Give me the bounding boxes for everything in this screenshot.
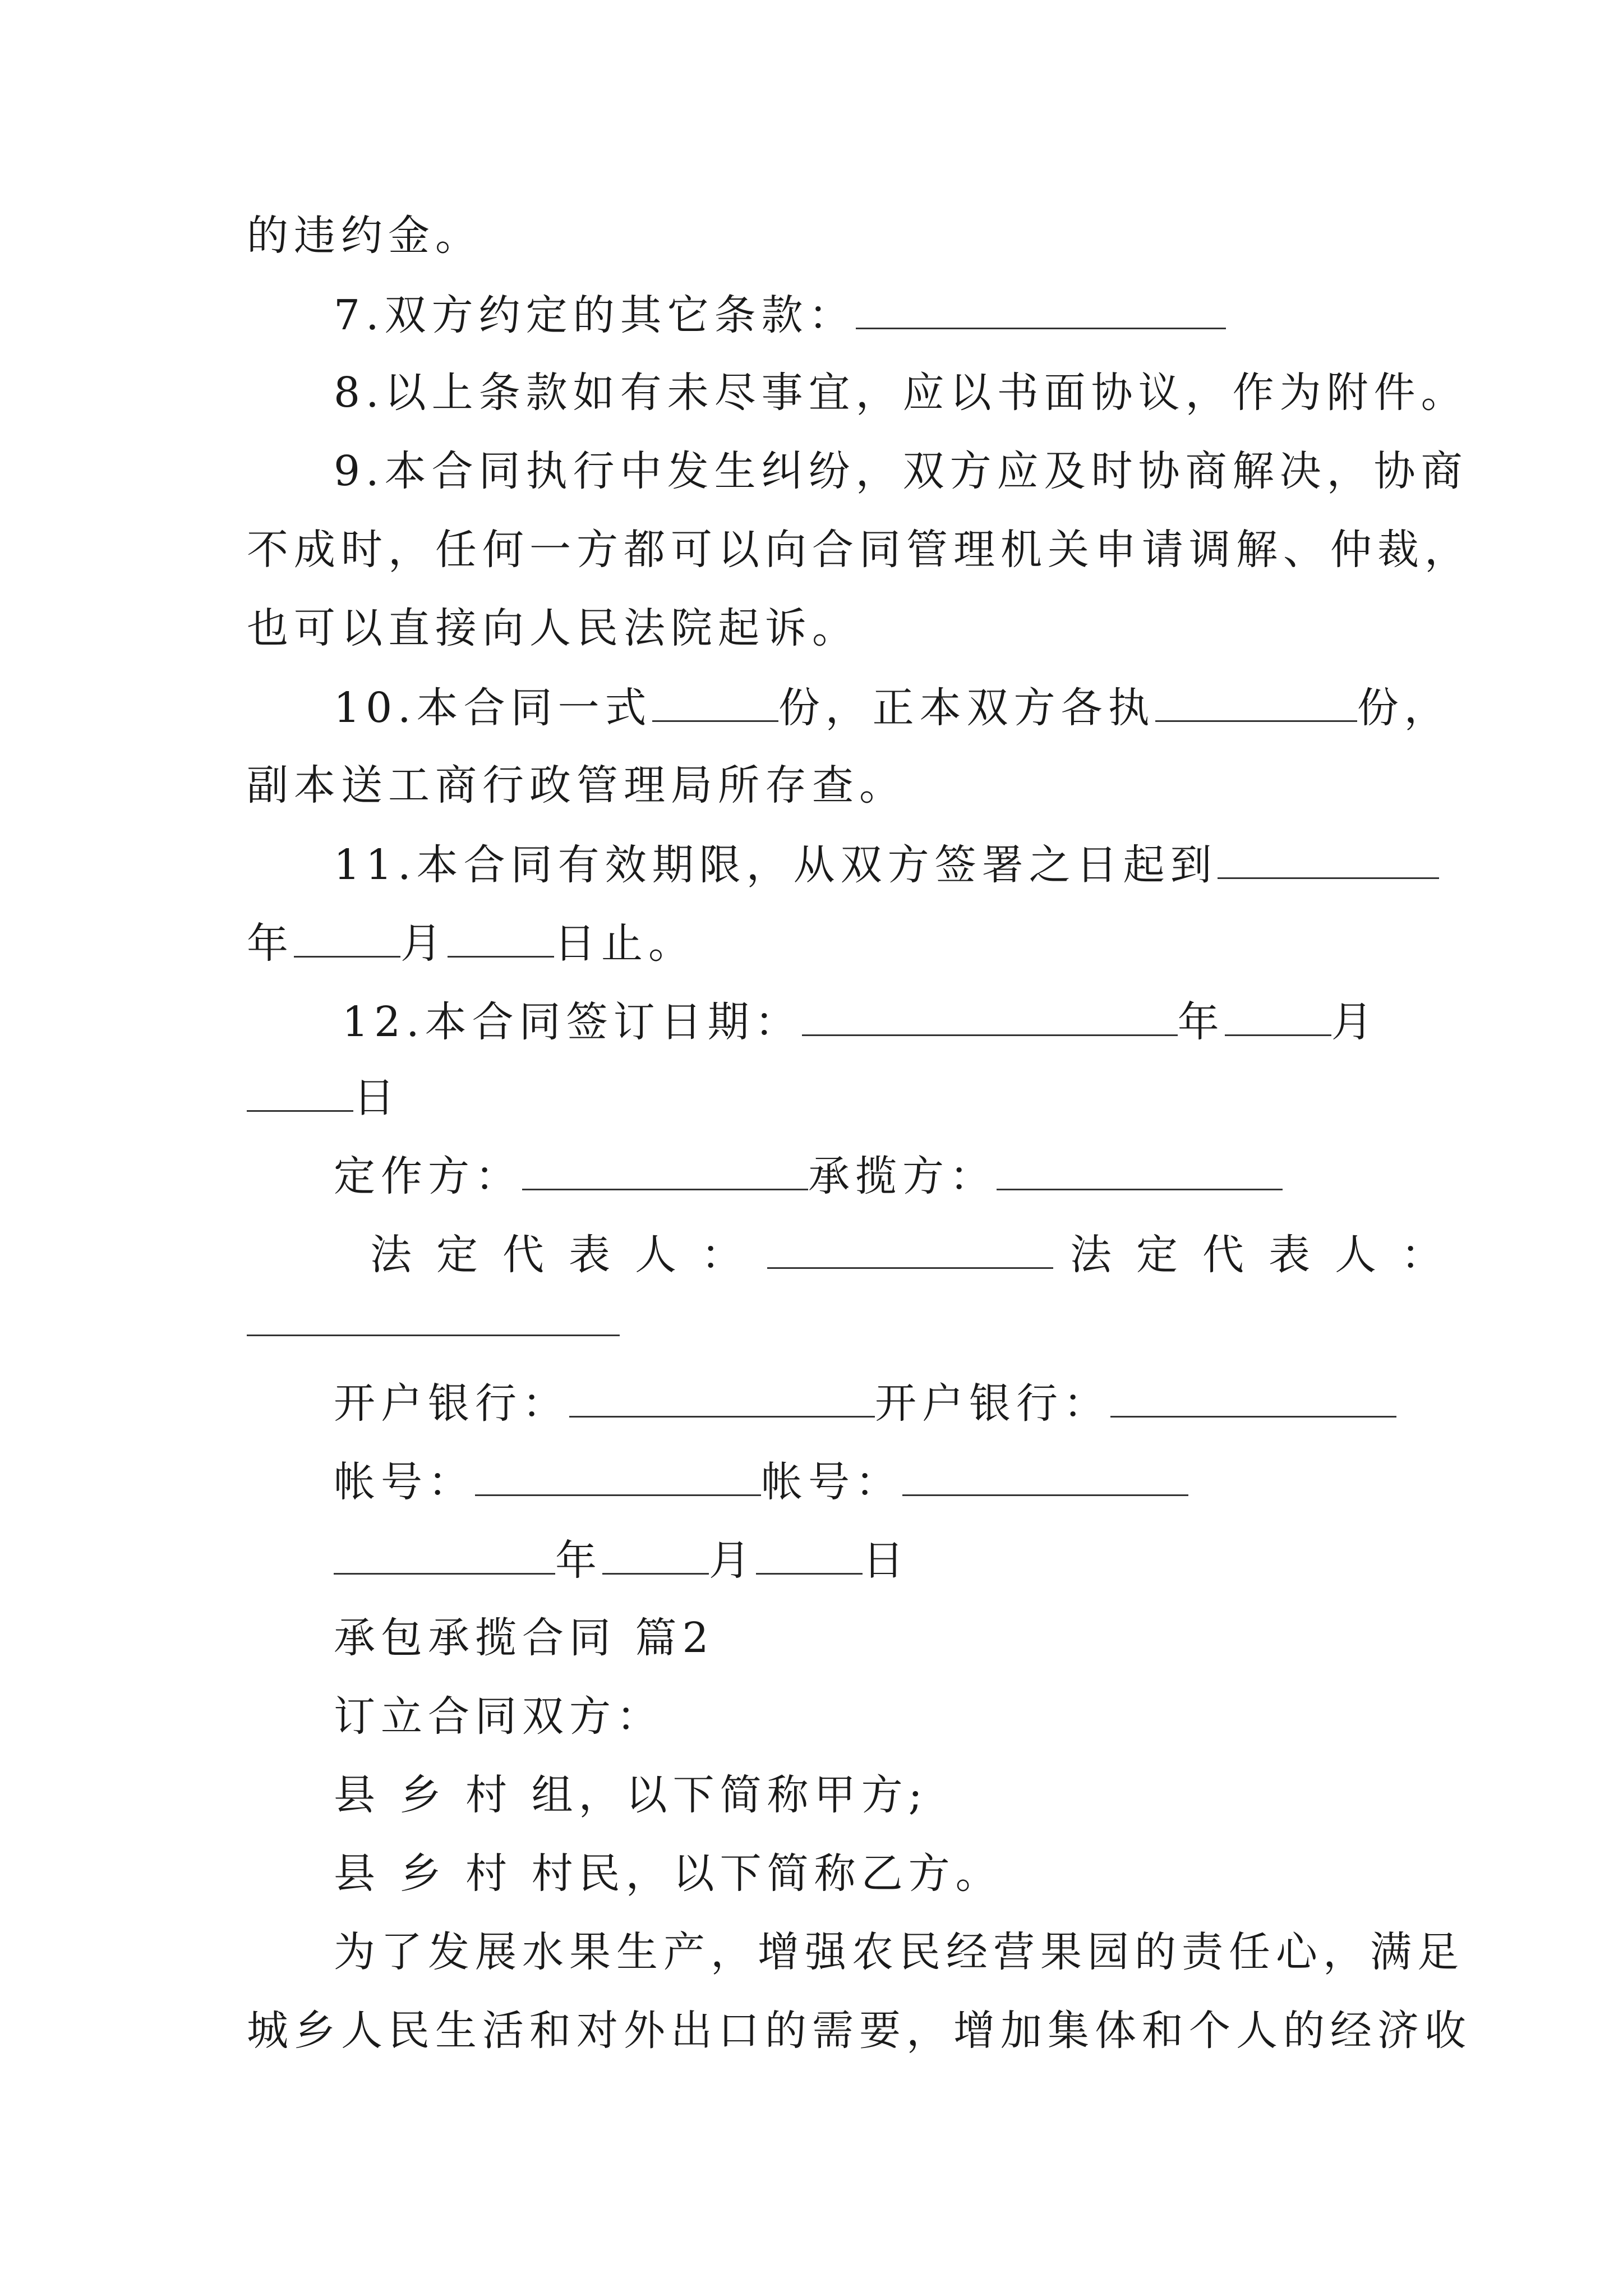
text-line bbox=[334, 1924, 1464, 1980]
blank-sign-day[interactable] bbox=[247, 1069, 353, 1112]
clause-7 bbox=[334, 286, 1226, 342]
section-title: 承包承揽合同 篇2 bbox=[334, 1614, 714, 1662]
blank-copies-total[interactable] bbox=[652, 679, 778, 722]
text-line bbox=[247, 2003, 1472, 2059]
contractor-field[interactable] bbox=[997, 1147, 1283, 1190]
account-label: 帐号： bbox=[334, 1458, 475, 1506]
bank-label: 开户银行： bbox=[875, 1379, 1110, 1428]
text-line bbox=[247, 757, 906, 813]
clause-text: 县 乡 村 村民，以下简称乙方。 bbox=[334, 1849, 1003, 1898]
bank-row bbox=[334, 1374, 1396, 1430]
clause-text: 12.本合同签订日期： bbox=[342, 998, 802, 1046]
clause-text: 日止。 bbox=[554, 919, 695, 968]
bank-label: 开户银行： bbox=[334, 1379, 569, 1428]
text-line bbox=[247, 1293, 620, 1349]
legal-rep-label: 法定代表人： bbox=[1070, 1231, 1467, 1279]
date-row bbox=[334, 1531, 910, 1588]
clause-text: 份，正本双方各执 bbox=[778, 684, 1155, 732]
blank-copies-each[interactable] bbox=[1155, 679, 1357, 722]
clause-11 bbox=[334, 836, 1439, 892]
bank-field-2[interactable] bbox=[1110, 1374, 1396, 1418]
clause-text: 年 bbox=[555, 1536, 602, 1585]
clause-text: 9.本合同执行中发生纠纷，双方应及时协商解决，协商 bbox=[334, 447, 1468, 495]
clause-text: 的违约金。 bbox=[247, 211, 482, 260]
clause-text: 月 bbox=[1331, 998, 1378, 1046]
text-line bbox=[247, 914, 695, 970]
clause-text: 不成时，任何一方都可以向合同管理机关申请调解、仲裁， bbox=[247, 526, 1472, 574]
blank-end-day[interactable] bbox=[448, 914, 554, 958]
blank-end-month[interactable] bbox=[294, 914, 400, 958]
text-line bbox=[334, 1846, 1003, 1902]
blank-month[interactable] bbox=[602, 1531, 709, 1575]
clause-text: 7.双方约定的其它条款： bbox=[334, 291, 856, 339]
clause-text: 10.本合同一式 bbox=[334, 684, 652, 732]
section-heading bbox=[334, 1610, 714, 1666]
legal-rep-label: 法定代表人： bbox=[370, 1231, 767, 1279]
text-line bbox=[247, 600, 859, 656]
clause-text: 11.本合同有效期限，从双方签署之日起到 bbox=[334, 841, 1218, 889]
clause-text: 份， bbox=[1357, 684, 1451, 732]
orderer-label: 定作方： bbox=[334, 1152, 522, 1200]
clause-text: 也可以直接向人民法院起诉。 bbox=[247, 604, 859, 652]
legal-rep-field-2[interactable] bbox=[247, 1293, 620, 1336]
clause-text: 日 bbox=[863, 1536, 910, 1585]
clause-text: 日 bbox=[353, 1074, 400, 1122]
text-line bbox=[247, 522, 1472, 578]
text-line bbox=[247, 1069, 400, 1125]
account-field-2[interactable] bbox=[902, 1453, 1188, 1496]
clause-text: 副本送工商行政管理局所存查。 bbox=[247, 761, 906, 809]
blank-year[interactable] bbox=[334, 1531, 555, 1575]
legal-rep-row bbox=[370, 1226, 1467, 1282]
text-line bbox=[247, 208, 482, 264]
clause-text: 为了发展水果生产，增强农民经营果园的责任心，满足 bbox=[334, 1928, 1464, 1976]
clause-9 bbox=[334, 443, 1468, 499]
clause-10 bbox=[334, 679, 1451, 735]
clause-text: 县 乡 村 组，以下简称甲方; bbox=[334, 1771, 928, 1819]
blank-sign-year[interactable] bbox=[802, 993, 1178, 1036]
blank-field[interactable] bbox=[856, 286, 1226, 329]
clause-12 bbox=[342, 993, 1378, 1049]
blank-sign-month[interactable] bbox=[1225, 993, 1331, 1036]
account-row bbox=[334, 1453, 1188, 1509]
clause-8 bbox=[334, 365, 1468, 421]
bank-field-1[interactable] bbox=[569, 1374, 875, 1418]
blank-day[interactable] bbox=[756, 1531, 863, 1575]
text-line bbox=[334, 1688, 663, 1745]
legal-rep-field-1[interactable] bbox=[767, 1226, 1053, 1269]
contractor-label: 承揽方： bbox=[808, 1152, 997, 1200]
clause-text: 月 bbox=[709, 1536, 756, 1585]
orderer-field[interactable] bbox=[522, 1147, 808, 1190]
clause-text: 8.以上条款如有未尽事宜，应以书面协议，作为附件。 bbox=[334, 369, 1468, 417]
signature-party-row bbox=[334, 1147, 1283, 1203]
clause-text: 月 bbox=[400, 919, 448, 968]
clause-text: 订立合同双方： bbox=[334, 1692, 663, 1741]
clause-text: 年 bbox=[247, 919, 294, 968]
blank-end-year[interactable] bbox=[1218, 836, 1439, 879]
clause-text: 城乡人民生活和对外出口的需要，增加集体和个人的经济收 bbox=[247, 2007, 1472, 2055]
account-field-1[interactable] bbox=[475, 1453, 761, 1496]
text-line bbox=[334, 1767, 928, 1823]
clause-text: 年 bbox=[1177, 998, 1225, 1046]
account-label: 帐号： bbox=[761, 1458, 902, 1506]
